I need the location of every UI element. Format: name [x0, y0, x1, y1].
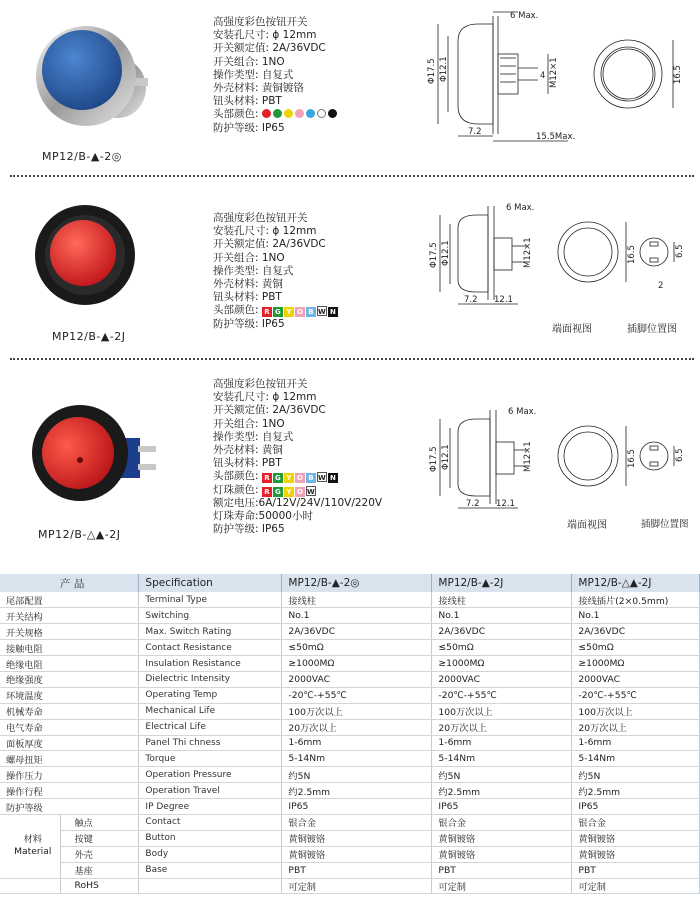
table-cell: No.1 [282, 608, 432, 624]
table-cell: 2A/36VDC [282, 624, 432, 640]
product-block-2 [0, 178, 700, 353]
table-cell: 操作行程 [0, 783, 139, 799]
table-row [0, 671, 700, 687]
table-cell: Body [139, 846, 282, 862]
table-row [0, 799, 700, 815]
color-swatches [262, 470, 339, 482]
table-cell: 20万次以上 [572, 719, 700, 735]
spec-line: 钮头材料: PBT [213, 95, 282, 108]
product-block-3 [0, 360, 700, 565]
spec-line: 操作类型: 自复式 [213, 430, 294, 443]
dim-label: M12×1 [523, 441, 533, 472]
table-cell: 可定制 [432, 878, 572, 894]
head-color-row [213, 108, 339, 121]
spec-line: 开关组合: 1NO [213, 55, 285, 68]
spec-line: 防护等级: IP65 [213, 121, 285, 134]
table-row [0, 783, 700, 799]
table-cell: Terminal Type [139, 592, 282, 608]
color-swatch: G [273, 307, 283, 317]
product-photo-2 [30, 200, 140, 310]
color-swatch: Y [284, 307, 294, 317]
dim-label: 7.2 [466, 499, 480, 509]
spec-list-2 [213, 212, 339, 331]
dimension-drawing-1 [418, 6, 688, 154]
table-cell: 面板厚度 [0, 735, 139, 751]
table-cell: 开关结构 [0, 608, 139, 624]
table-cell: 2A/36VDC [432, 624, 572, 640]
table-cell: 基座 [60, 862, 139, 878]
color-swatch [317, 109, 326, 118]
table-cell: Button [139, 830, 282, 846]
dim-label: M12×1 [523, 237, 533, 268]
table-row [0, 624, 700, 640]
color-swatch: N [328, 307, 338, 317]
spec-line: 防护等级: IP65 [213, 317, 285, 330]
spec-line: 安装孔尺寸: ɸ 12mm [213, 391, 317, 404]
table-cell: 可定制 [282, 878, 432, 894]
table-cell: 操作压力 [0, 767, 139, 783]
dim-label: Φ17.5 [429, 242, 439, 268]
head-color-row [213, 304, 339, 317]
material-en: Material [14, 846, 52, 858]
table-row [0, 640, 700, 656]
table-cell: 接线柱 [432, 592, 572, 608]
caption-end-view: 端面视图 [567, 520, 607, 531]
dim-label: 16.5 [627, 449, 637, 468]
table-cell: -20℃-+55℃ [282, 687, 432, 703]
color-swatch [306, 109, 315, 118]
dim-label: 12.1 [494, 295, 513, 305]
header-product: 产 品 [0, 574, 139, 592]
dim-label: Φ12.1 [441, 240, 451, 266]
table-row [0, 751, 700, 767]
table-cell: Electrical Life [139, 719, 282, 735]
table-cell: Mechanical Life [139, 703, 282, 719]
table-cell: 银合金 [432, 814, 572, 830]
table-row [0, 608, 700, 624]
table-cell: 防护等级 [0, 799, 139, 815]
color-swatch: G [273, 473, 283, 483]
table-cell: 绝缘强度 [0, 671, 139, 687]
spec-line: 高强度彩色按钮开关 [213, 212, 308, 224]
color-swatch [295, 109, 304, 118]
dimension-drawing-3 [418, 404, 688, 514]
table-cell: Switching [139, 608, 282, 624]
table-cell: Operation Pressure [139, 767, 282, 783]
spec-line: 高强度彩色按钮开关 [213, 378, 308, 390]
model-label-1: MP12/B-▲-2◎ [42, 150, 122, 163]
table-cell: 20万次以上 [432, 719, 572, 735]
table-cell: 黄铜镀铬 [282, 830, 432, 846]
header-model-2: MP12/B-▲-2J [432, 574, 572, 592]
spec-line: 外壳材料: 黄铜 [213, 444, 283, 457]
table-row [0, 846, 700, 862]
table-cell: 接线柱 [282, 592, 432, 608]
table-cell: -20℃-+55℃ [432, 687, 572, 703]
color-swatch: W [318, 474, 326, 483]
header-spec: Specification [139, 574, 282, 592]
spec-line: 防护等级: IP65 [213, 523, 285, 536]
spec-line: 开关额定值: 2A/36VDC [213, 404, 326, 417]
table-cell: 触点 [60, 814, 139, 830]
color-swatch: Y [284, 473, 294, 483]
table-cell: 5-14Nm [282, 751, 432, 767]
led-color-label: 灯珠颜色: [213, 483, 259, 496]
color-swatch: W [307, 487, 315, 496]
dim-label: Φ12.1 [439, 56, 449, 82]
head-color-label: 头部颜色: [213, 304, 259, 317]
spec-line: 开关额定值: 2A/36VDC [213, 42, 326, 55]
dim-label: 6 Max. [506, 203, 535, 213]
table-cell: 约2.5mm [432, 783, 572, 799]
table-cell: 2A/36VDC [572, 624, 700, 640]
color-swatch [273, 109, 282, 118]
table-cell: 100万次以上 [572, 703, 700, 719]
table-row [0, 862, 700, 878]
table-row [0, 735, 700, 751]
color-swatches [262, 108, 339, 120]
dim-label: 15.5Max. [536, 132, 576, 142]
spec-line: 额定电压:6A/12V/24V/110V/220V [213, 496, 383, 509]
dim-label: Φ17.5 [429, 446, 439, 472]
table-cell: IP65 [572, 799, 700, 815]
color-swatch [284, 109, 293, 118]
color-swatch: B [306, 473, 316, 483]
dim-label: M12×1 [549, 57, 559, 88]
color-swatch [262, 109, 271, 118]
led-color-row [213, 484, 382, 497]
dim-label: 16.5 [673, 65, 683, 84]
table-cell: 黄铜镀铬 [432, 846, 572, 862]
spec-line: 外壳材料: 黄铜 [213, 278, 283, 291]
head-color-row [213, 470, 382, 483]
table-cell: 100万次以上 [282, 703, 432, 719]
table-cell: 按键 [60, 830, 139, 846]
table-cell: 银合金 [282, 814, 432, 830]
table-cell: -20℃-+55℃ [572, 687, 700, 703]
table-cell: 约5N [282, 767, 432, 783]
spec-line: 高强度彩色按钮开关 [213, 16, 308, 28]
table-cell: 约5N [572, 767, 700, 783]
table-cell: 1-6mm [282, 735, 432, 751]
table-cell: 接线插片(2×0.5mm) [572, 592, 700, 608]
table-cell: PBT [572, 862, 700, 878]
table-cell: 5-14Nm [432, 751, 572, 767]
dim-label: Φ17.5 [427, 58, 437, 84]
table-cell: 1-6mm [572, 735, 700, 751]
table-row [0, 592, 700, 608]
table-row [0, 656, 700, 672]
table-cell: Operation Travel [139, 783, 282, 799]
table-cell: 约2.5mm [572, 783, 700, 799]
table-cell: PBT [282, 862, 432, 878]
dim-label: 4 [540, 71, 546, 81]
head-color-label: 头部颜色: [213, 108, 259, 121]
table-cell: 1-6mm [432, 735, 572, 751]
color-swatch: G [273, 487, 283, 497]
spec-list-1 [213, 16, 339, 135]
table-cell [139, 878, 282, 894]
table-cell: Dielectric Intensity [139, 671, 282, 687]
color-swatches [262, 304, 339, 316]
dim-label: 16.5 [627, 245, 637, 264]
table-cell: No.1 [572, 608, 700, 624]
table-cell: ≥1000MΩ [572, 656, 700, 672]
table-cell: 接触电阻 [0, 640, 139, 656]
table-cell: ≤50mΩ [282, 640, 432, 656]
spec-line: 钮头材料: PBT [213, 291, 282, 304]
caption-pin-layout: 插脚位置图 [641, 519, 689, 530]
table-cell: 环境温度 [0, 687, 139, 703]
caption-pin-layout: 插脚位置图 [627, 324, 677, 335]
spec-line: 安装孔尺寸: ɸ 12mm [213, 225, 317, 238]
table-cell: 2000VAC [432, 671, 572, 687]
table-cell: 黄铜镀铬 [432, 830, 572, 846]
table-cell: PBT [432, 862, 572, 878]
dim-label: 6.5 [675, 448, 685, 462]
table-cell: 银合金 [572, 814, 700, 830]
model-label-3: MP12/B-△▲-2J [38, 528, 121, 541]
led-swatches [262, 484, 317, 496]
table-cell: IP Degree [139, 799, 282, 815]
table-cell: ≤50mΩ [432, 640, 572, 656]
spec-line: 开关组合: 1NO [213, 417, 285, 430]
table-cell: Base [139, 862, 282, 878]
spec-line: 钮头材料: PBT [213, 457, 282, 470]
table-cell: 机械寿命 [0, 703, 139, 719]
spec-table [0, 574, 700, 894]
table-cell: Contact Resistance [139, 640, 282, 656]
dim-label: 2 [658, 281, 664, 291]
table-cell: ≥1000MΩ [432, 656, 572, 672]
table-cell: 约2.5mm [282, 783, 432, 799]
table-cell: 可定制 [572, 878, 700, 894]
table-cell: Panel Thi chness [139, 735, 282, 751]
dim-label: 6.5 [675, 244, 685, 258]
color-swatch: Y [284, 487, 294, 497]
dim-label: 12.1 [496, 499, 515, 509]
table-row [0, 767, 700, 783]
table-row [0, 830, 700, 846]
table-cell: IP65 [282, 799, 432, 815]
table-cell: RoHS [60, 878, 139, 894]
table-cell: No.1 [432, 608, 572, 624]
table-row [0, 814, 700, 830]
spec-line: 外壳材料: 黄铜镀铬 [213, 82, 304, 95]
table-cell: 约5N [432, 767, 572, 783]
caption-end-view: 端面视图 [552, 324, 592, 335]
spec-line: 开关组合: 1NO [213, 251, 285, 264]
header-model-3: MP12/B-△▲-2J [572, 574, 700, 592]
table-row [0, 687, 700, 703]
table-row [0, 703, 700, 719]
material-group-label [0, 814, 60, 878]
color-swatch: N [328, 473, 338, 483]
table-cell: 开关规格 [0, 624, 139, 640]
table-cell: 20万次以上 [282, 719, 432, 735]
dim-label: 6 Max. [510, 11, 539, 21]
dim-label: 6 Max. [508, 407, 537, 417]
table-cell: ≥1000MΩ [282, 656, 432, 672]
spec-line: 操作类型: 自复式 [213, 68, 294, 81]
spec-line: 开关额定值: 2A/36VDC [213, 238, 326, 251]
table-cell: 黄铜镀铬 [572, 830, 700, 846]
dim-label: Φ12.1 [441, 444, 451, 470]
color-swatch: O [295, 473, 305, 483]
table-cell [0, 878, 60, 894]
table-cell: 尾部配置 [0, 592, 139, 608]
table-cell: 黄铜镀铬 [282, 846, 432, 862]
table-row [0, 878, 700, 894]
dim-label: 7.2 [464, 295, 478, 305]
color-swatch: R [262, 307, 272, 317]
table-cell: 2000VAC [572, 671, 700, 687]
color-swatch: R [262, 487, 272, 497]
color-swatch [328, 109, 337, 118]
table-cell: IP65 [432, 799, 572, 815]
table-cell: 螺母扭矩 [0, 751, 139, 767]
color-swatch: W [318, 308, 326, 317]
table-cell: Operating Temp [139, 687, 282, 703]
table-cell: 电气寿命 [0, 719, 139, 735]
table-cell: 5-14Nm [572, 751, 700, 767]
spec-line: 灯珠寿命:50000小时 [213, 510, 313, 523]
table-cell: Max. Switch Rating [139, 624, 282, 640]
product-photo-1 [28, 18, 158, 138]
dim-label: 7.2 [468, 127, 482, 137]
spec-list-3 [213, 378, 382, 536]
spec-line: 操作类型: 自复式 [213, 264, 294, 277]
table-cell: ≤50mΩ [572, 640, 700, 656]
material-cn: 材料 [23, 834, 42, 846]
spec-line: 安装孔尺寸: ɸ 12mm [213, 29, 317, 42]
table-cell: 绝缘电阻 [0, 656, 139, 672]
color-swatch: O [295, 307, 305, 317]
table-header-row [0, 574, 700, 592]
model-label-2: MP12/B-▲-2J [52, 330, 126, 343]
color-swatch: B [306, 307, 316, 317]
header-model-1: MP12/B-▲-2◎ [282, 574, 432, 592]
head-color-label: 头部颜色: [213, 470, 259, 483]
table-cell: Contact [139, 814, 282, 830]
table-cell: 100万次以上 [432, 703, 572, 719]
dimension-drawing-2 [418, 200, 688, 310]
divider [10, 175, 694, 177]
table-row [0, 719, 700, 735]
table-cell: Insulation Resistance [139, 656, 282, 672]
product-block-1 [0, 0, 700, 170]
table-cell: 2000VAC [282, 671, 432, 687]
table-cell: 黄铜镀铬 [572, 846, 700, 862]
product-photo-3 [30, 398, 170, 508]
color-swatch: O [295, 487, 305, 497]
table-cell: Torque [139, 751, 282, 767]
color-swatch: R [262, 473, 272, 483]
table-cell: 外壳 [60, 846, 139, 862]
